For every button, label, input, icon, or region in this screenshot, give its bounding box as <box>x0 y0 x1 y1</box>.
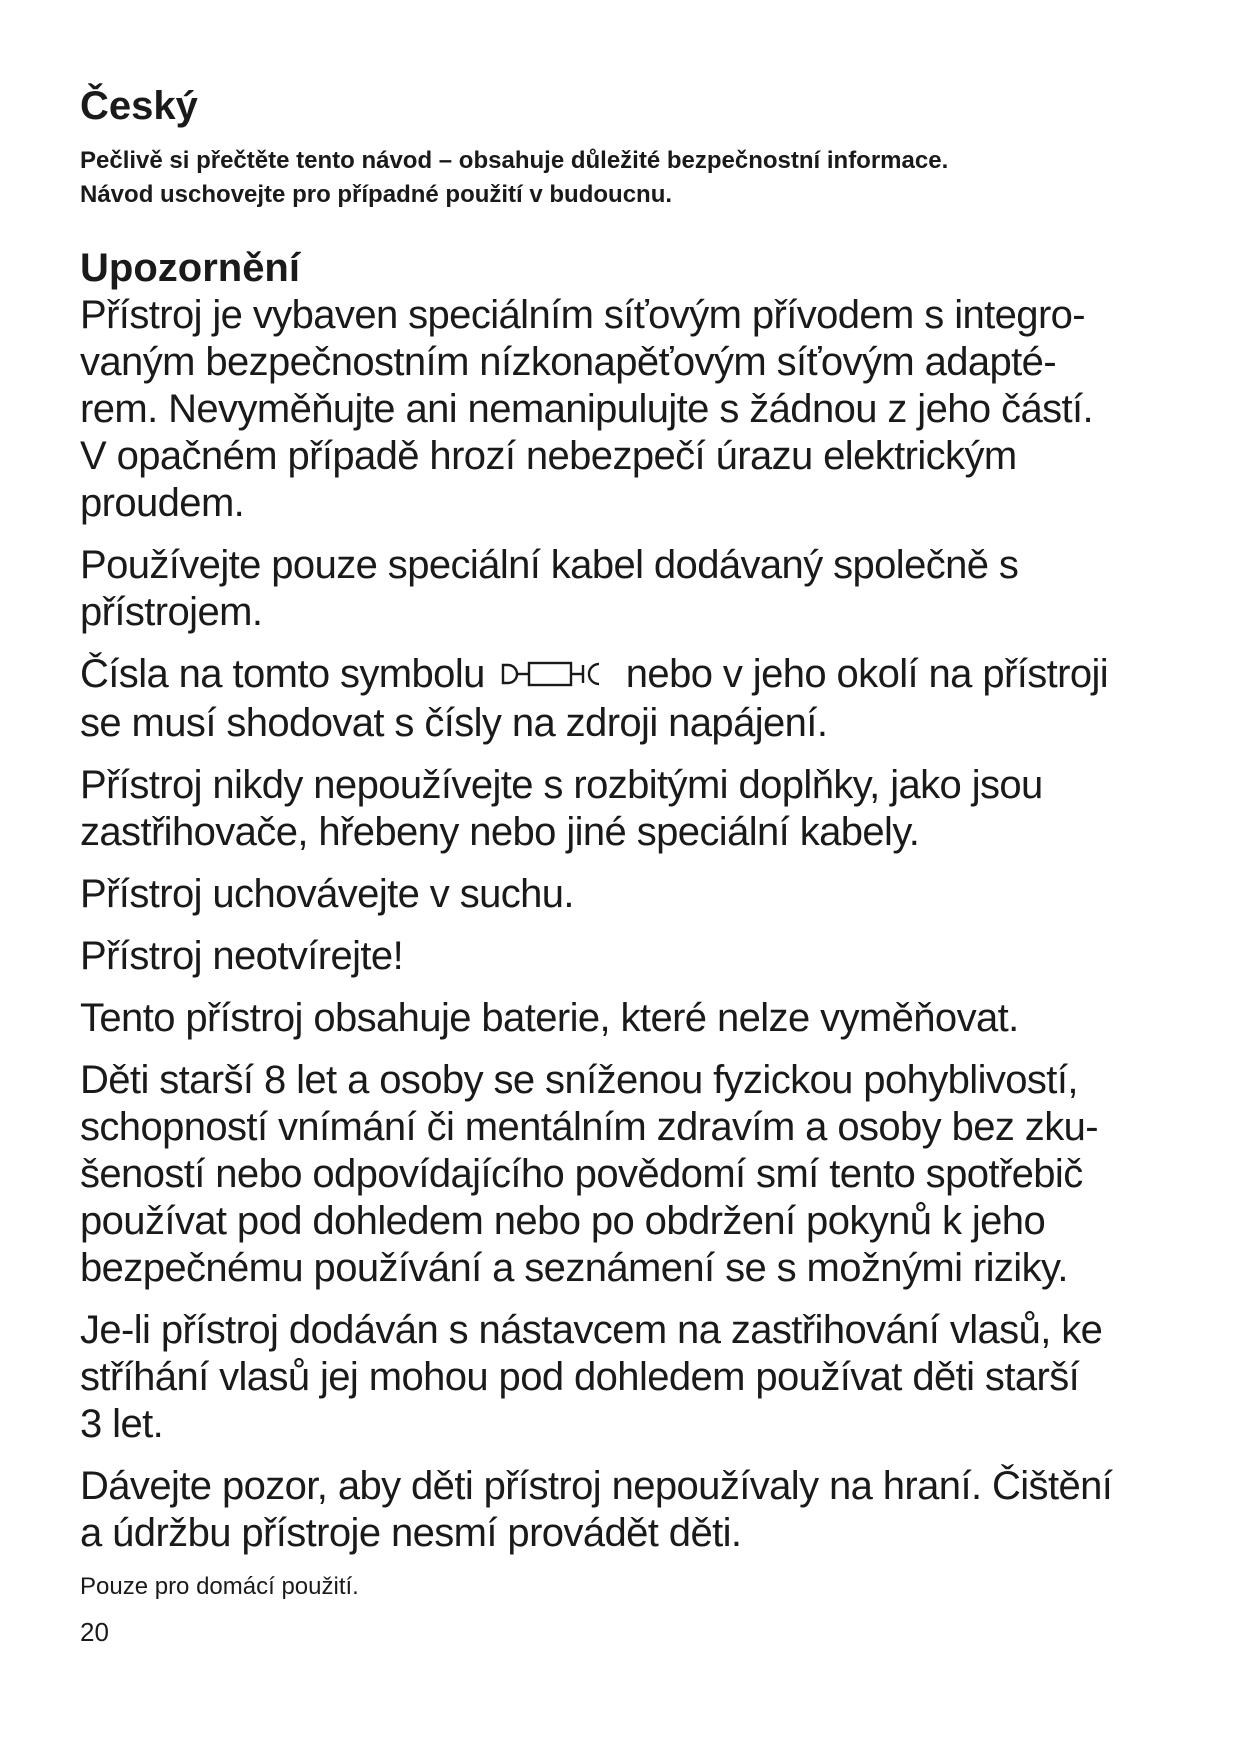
text-line: bezpečnému používání a seznámení se s možnými riziky. <box>80 1245 1068 1290</box>
text-segment: Čísla na tomto symbolu <box>80 652 485 696</box>
text-line: stříhání vlasů jej mohou pod dohledem používat děti starší <box>80 1354 1080 1399</box>
paragraph-hair-trimming <box>80 1307 1180 1448</box>
paragraph-power-cord <box>80 292 1180 527</box>
text-line: Děti starší 8 let a osoby se sníženou fyzickou pohyblivostí, <box>80 1057 1078 1102</box>
text-line: Dávejte pozor, aby děti přístroj nepoužívaly na hraní. Čištění <box>80 1463 1113 1508</box>
paragraph-children-play <box>80 1463 1180 1557</box>
paragraph-do-not-open: Přístroj neotvírejte! <box>80 933 404 978</box>
text-line: se musí shodovat s čísly na zdroji napájení. <box>80 700 828 745</box>
paragraph-symbol-numbers <box>80 651 1180 747</box>
power-supply-symbol-icon <box>499 653 609 700</box>
text-line: zastřihovače, hřebeny nebo jiné speciální kabely. <box>80 809 920 854</box>
intro-block <box>80 144 1180 212</box>
section-heading-warnings: Upozornění <box>80 246 300 290</box>
paragraph-children-supervision <box>80 1057 1180 1292</box>
text-line: Je-li přístroj dodáván s nástavcem na zastřihování vlasů, ke <box>80 1307 1103 1352</box>
text-line: vaným bezpečnostním nízkonapěťovým síťovým adapté- <box>80 340 1057 384</box>
text-line: V opačném případě hrozí nebezpečí úrazu elektrickým <box>80 434 1017 478</box>
manual-page <box>80 82 1180 1648</box>
text-segment: nebo v jeho okolí na přístroji <box>625 652 1109 696</box>
paragraph-batteries: Tento přístroj obsahuje baterie, které nelze vyměňovat. <box>80 995 1019 1040</box>
language-title: Český <box>80 84 198 128</box>
text-line: Přístroj je vybaven speciálním síťovým přívodem s integro- <box>80 293 1086 337</box>
text-line: schopností vnímání či mentálním zdravím a osoby bez zku- <box>80 1104 1098 1149</box>
paragraph-special-cable <box>80 542 1180 636</box>
page-number: 20 <box>80 1616 109 1647</box>
text-line: rem. Nevyměňujte ani nemanipulujte s žádnou z jeho částí. <box>80 387 1094 431</box>
text-line: Přístroj nikdy nepoužívejte s rozbitými doplňky, jako jsou <box>80 762 1043 807</box>
intro-line: Návod uschovejte pro případné použití v budoucnu. <box>80 181 673 208</box>
intro-line: Pečlivě si přečtěte tento návod – obsahuje důležité bezpečnostní informace. <box>80 147 949 174</box>
footer-note: Pouze pro domácí použití. <box>80 1572 359 1600</box>
paragraph-keep-dry: Přístroj uchovávejte v suchu. <box>80 871 574 916</box>
text-line: 3 let. <box>80 1401 164 1446</box>
text-line: šeností nebo odpovídajícího povědomí smí tento spotřebič <box>80 1151 1083 1196</box>
text-line: přístrojem. <box>80 590 263 634</box>
text-line: proudem. <box>80 481 245 525</box>
text-line: Používejte pouze speciální kabel dodávaný společně s <box>80 543 1019 587</box>
text-line: používat pod dohledem nebo po obdržení pokynů k jeho <box>80 1198 1046 1243</box>
text-line: a údržbu přístroje nesmí provádět děti. <box>80 1510 742 1555</box>
paragraph-broken-accessories <box>80 762 1180 856</box>
